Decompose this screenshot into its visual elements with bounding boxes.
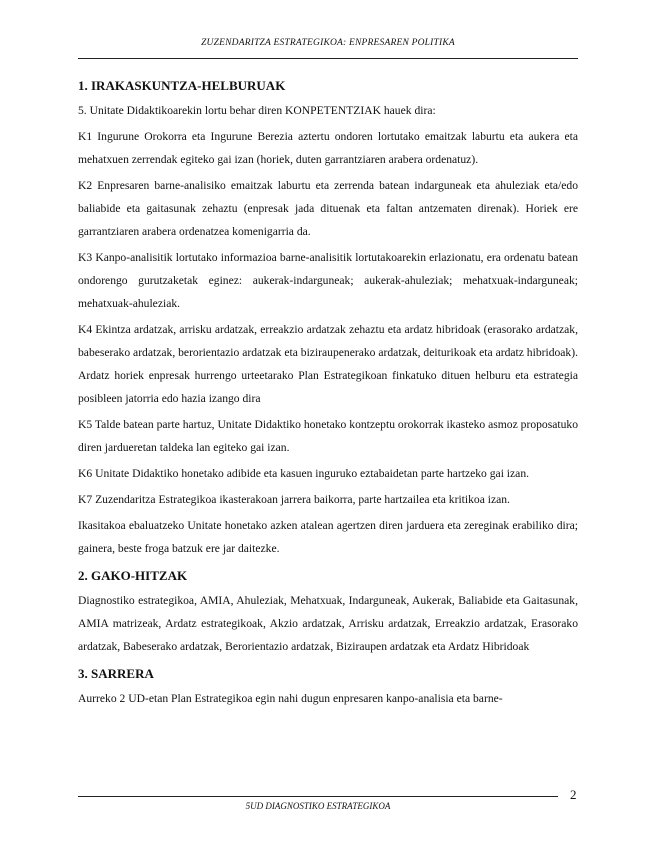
introduction-paragraph: Aurreko 2 UD-etan Plan Estrategikoa egin nahi dugun enpresaren kanpo-analisia eta barne- [78, 692, 503, 705]
header-rule [78, 58, 578, 59]
competence-k5: K5 Talde batean parte hartuz, Unitate Didaktiko honetako kontzeptu orokorrak ikasteko asmoz proposatuko diren jardueretan taldeka lan egiteko gai izan. [78, 418, 578, 454]
competence-k2: K2 Enpresaren barne-analisiko emaitzak laburtu eta zerrenda batean indarguneak eta ahuleziak eta/edo baliabide eta gaitasunak zehaztu (enpresak jada dituenak eta faltan antzematen direnak). Horiek ere garrantziaren arabera ordenatzea komenigarria da. [78, 179, 578, 238]
competence-k4: K4 Ekintza ardatzak, arrisku ardatzak, erreakzio ardatzak zehaztu eta ardatz hibridoak (erasorako ardatzak, babeserako ardatzak, berorientazio ardatzak eta biziraupenerako ardatzak, deiturikoak eta ardatz hibridoak). Ardatz horiek enpresak hurrengo urteetarako Plan Estrategikoan finkatuko dituen helburu eta estrategia posibleen jatorria edo hazia izango dira [78, 323, 578, 405]
running-footer: 5UD DIAGNOSTIKO ESTRATEGIKOA [245, 801, 391, 811]
competence-k1: K1 Ingurune Orokorra eta Ingurune Berezia aztertu ondoren lortutako emaitzak laburtu eta aukera eta mehatxuen zerrendak egiteko gai izan (horiek, duten garrantziaren arabera ordenatuz). [78, 130, 578, 166]
objectives-intro: 5. Unitate Didaktikoarekin lortu behar diren KONPETENTZIAK hauek dira: [78, 104, 436, 117]
page-number: 2 [570, 787, 577, 802]
running-header: ZUZENDARITZA ESTRATEGIKOA: ENPRESAREN POLITIKA [201, 38, 455, 48]
evaluation-paragraph: Ikasitakoa ebaluatzeko Unitate honetako azken atalean agertzen diren jarduera eta zereginak erabiliko dira; gainera, beste froga batzuk ere jar daitezke. [78, 519, 578, 555]
keywords-paragraph: Diagnostiko estrategikoa, AMIA, Ahuleziak, Mehatxuak, Indarguneak, Aukerak, Baliabide eta Gaitasunak, AMIA matrizeak, Ardatz estrategikoak, Akzio ardatzak, Arrisku ardatzak, Erreakzio ardatzak, Erasorako ardatzak, Babeserako ardatzak, Berorientazio ardatzak, Biziraupen ardatzak eta Ardatz Hibridoak [78, 594, 578, 653]
footer-rule [78, 796, 558, 797]
competence-k7: K7 Zuzendaritza Estrategikoa ikasterakoan jarrera baikorra, parte hartzailea eta kritikoa izan. [78, 493, 510, 506]
competence-k3: K3 Kanpo-analisitik lortutako informazioa barne-analisitik lortutakoarekin erlazionatu, era ordenatu batean ondorengo gurutzaketak eginez: aukerak-indarguneak; aukerak-ahuleziak; mehatxuak-indarguneak; mehatxuak-ahuleziak. [78, 251, 578, 310]
section-heading-keywords: 2. GAKO-HITZAK [78, 568, 188, 583]
section-heading-objectives: 1. IRAKASKUNTZA-HELBURUAK [78, 78, 286, 93]
competence-k6: K6 Unitate Didaktiko honetako adibide eta kasuen inguruko eztabaidetan parte hartzeko gai izan. [78, 467, 530, 480]
section-heading-introduction: 3. SARRERA [78, 666, 154, 681]
document-body [78, 70, 578, 713]
